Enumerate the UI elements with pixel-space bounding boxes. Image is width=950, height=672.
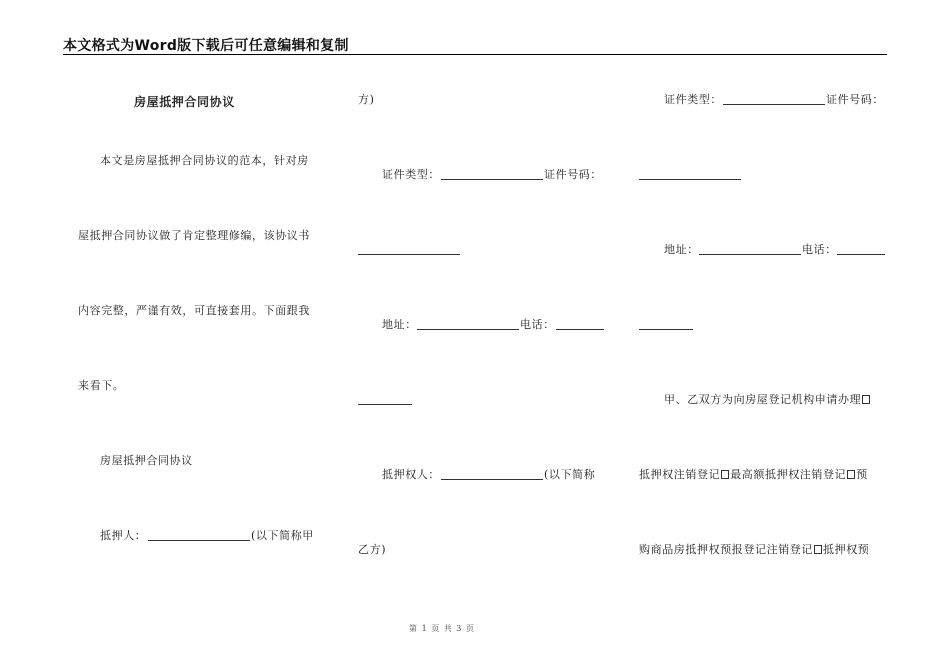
phone-label: 电话： — [520, 318, 555, 331]
intro-line-4: 来看下。 — [78, 379, 125, 392]
cancel-mortgage-option: 抵押权注销登记 — [639, 468, 721, 481]
mortgagee-suffix: (以下简称 — [544, 468, 596, 481]
page-footer: 第 1 页 共 3 页 — [409, 624, 475, 633]
clause-line-2-end: 预 — [856, 468, 868, 481]
page-header — [63, 34, 887, 55]
id-number-label-2: 证件号码： — [826, 93, 884, 106]
id-number-label: 证件号码： — [544, 168, 602, 181]
id-type-blank-2 — [723, 104, 825, 105]
id-type-blank — [441, 179, 543, 180]
party-b-end: 乙方) — [358, 543, 387, 556]
mortgagor-suffix: (以下简称甲 — [251, 529, 314, 542]
clause-line-3 — [639, 543, 869, 557]
party-a-end: 方) — [358, 93, 375, 106]
phone-blank — [556, 329, 604, 330]
address-blank-2 — [699, 254, 801, 255]
address-label-2: 地址： — [664, 243, 699, 256]
intro-line-1: 本文是房屋抵押合同协议的范本，针对房 — [100, 154, 309, 167]
intro-line-3: 内容完整，严谨有效，可直接套用。下面跟我 — [78, 304, 310, 317]
clause-line-1 — [664, 393, 871, 407]
checkbox-icon — [862, 395, 870, 404]
mortgagee-label: 抵押权人： — [382, 468, 440, 481]
id-number-blank — [358, 254, 460, 255]
mortgagor-label: 抵押人： — [100, 529, 147, 542]
subtitle: 房屋抵押合同协议 — [100, 454, 193, 467]
address-label: 地址： — [382, 318, 417, 331]
cancel-presale-mortgage-option: 购商品房抵押权预报登记注销登记 — [639, 543, 813, 556]
checkbox-icon — [814, 545, 822, 554]
phone-blank-2 — [837, 254, 885, 255]
id-type-label: 证件类型： — [382, 168, 440, 181]
checkbox-icon — [721, 470, 729, 479]
header-text: 本文格式为Word版下载后可任意编辑和复制 — [63, 38, 349, 54]
mortgagee-blank — [441, 479, 543, 480]
document-title: 房屋抵押合同协议 — [134, 95, 235, 109]
clause-line-1-text: 甲、乙双方为向房屋登记机构申请办理 — [664, 393, 862, 406]
phone-blank-2-continued — [639, 329, 693, 330]
clause-line-3-end: 抵押权预 — [823, 543, 870, 556]
intro-line-2: 屋抵押合同协议做了肯定整理修编，该协议书 — [78, 229, 310, 242]
clause-line-2 — [639, 468, 868, 482]
id-type-label-2: 证件类型： — [664, 93, 722, 106]
mortgagor-blank — [148, 540, 250, 541]
phone-blank-continued — [358, 404, 412, 405]
checkbox-icon — [847, 470, 855, 479]
phone-label-2: 电话： — [802, 243, 837, 256]
cancel-max-mortgage-option: 最高额抵押权注销登记 — [730, 468, 847, 481]
id-number-blank-2 — [639, 179, 741, 180]
address-blank — [417, 329, 519, 330]
